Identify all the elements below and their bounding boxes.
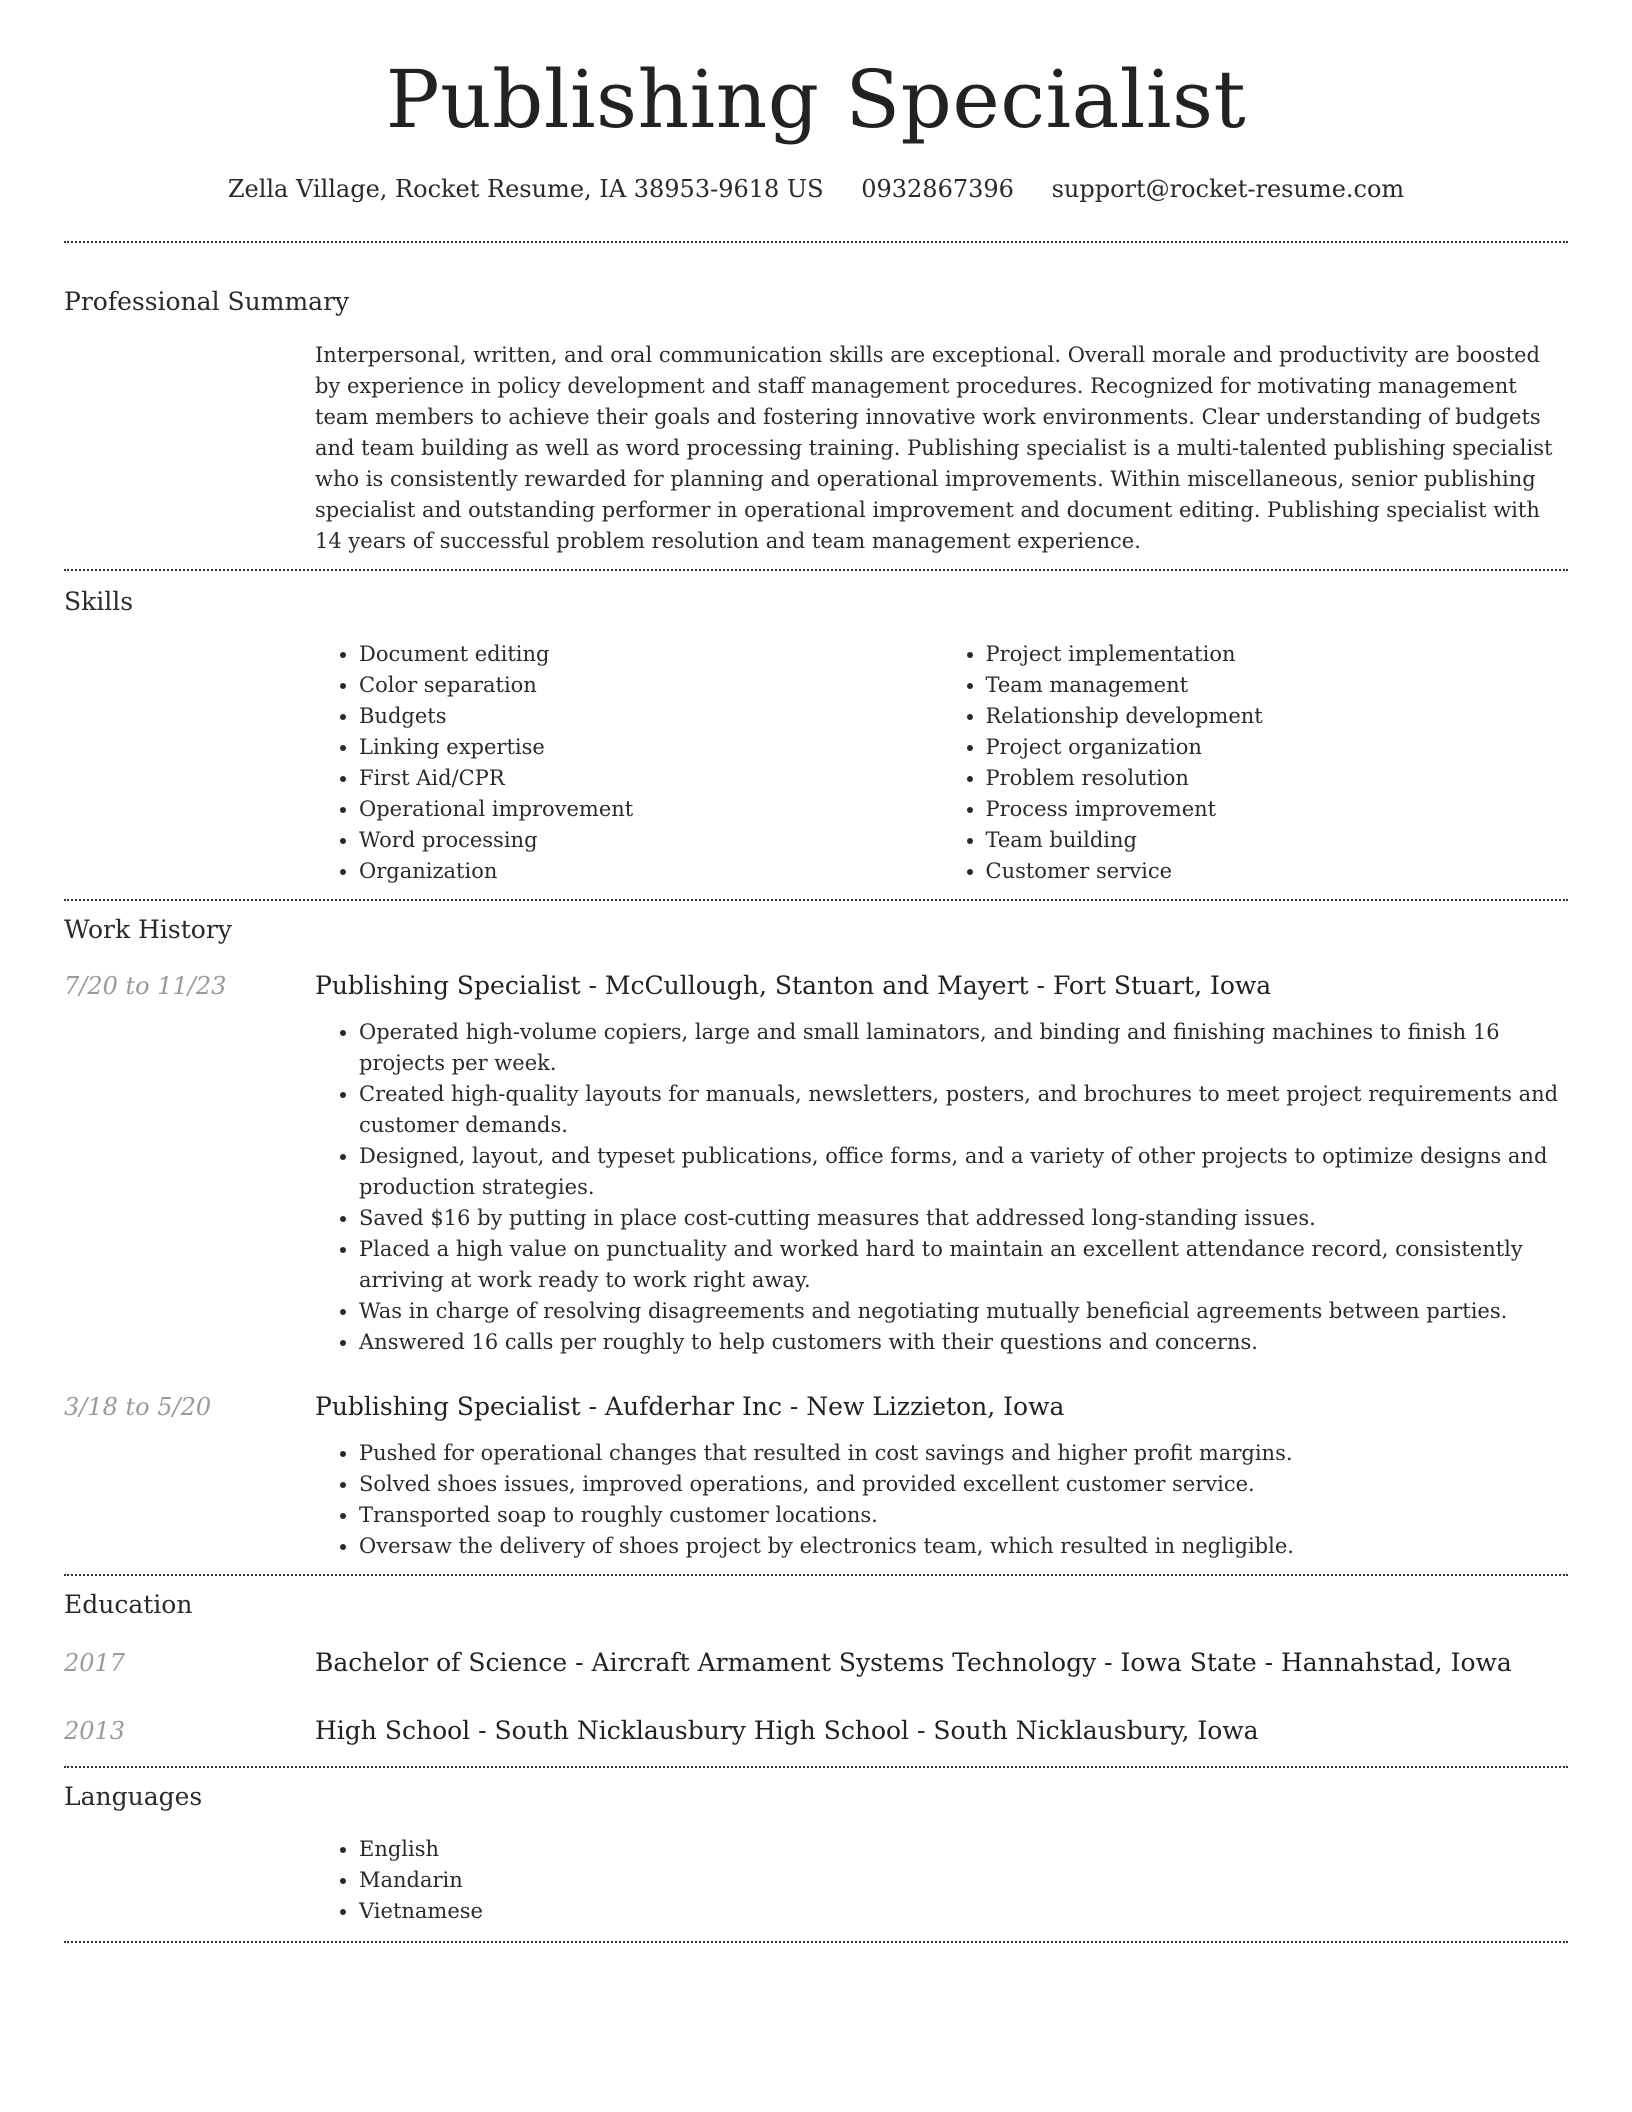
contact-address: Zella Village, Rocket Resume, IA 38953-9618 US <box>227 175 824 203</box>
job-entry <box>64 969 1568 1358</box>
skills-list-left <box>315 639 942 887</box>
education-title: Education <box>64 1590 193 1619</box>
languages-title: Languages <box>64 1782 203 1811</box>
job-header <box>64 1390 1568 1424</box>
job-bullet: • Operated high-volume copiers, large and small laminators, and binding and finishing machines to finish 16 projects per week. <box>359 1017 1568 1079</box>
skill-item: • Team management <box>986 670 1569 701</box>
skill-item: • Document editing <box>359 639 942 670</box>
skills-title: Skills <box>64 587 134 616</box>
job-heading: Publishing Specialist - McCullough, Stanton and Mayert - Fort Stuart, Iowa <box>315 971 1272 1000</box>
contact-line <box>64 172 1568 206</box>
skills-list-right <box>942 639 1569 887</box>
divider <box>64 899 1568 901</box>
divider <box>64 241 1568 243</box>
language-item: • Mandarin <box>359 1865 1568 1896</box>
job-bullet: • Created high-quality layouts for manuals, newsletters, posters, and brochures to meet project requirements and customer demands. <box>359 1079 1568 1141</box>
divider <box>64 1766 1568 1768</box>
skill-item: • Operational improvement <box>359 794 942 825</box>
job-bullet: • Pushed for operational changes that resulted in cost savings and higher profit margins. <box>359 1438 1568 1469</box>
skill-item: • Customer service <box>986 856 1569 887</box>
job-dates: 7/20 to 11/23 <box>64 972 227 1000</box>
job-bullet: • Placed a high value on punctuality and worked hard to maintain an excellent attendance record, consistently arriving at work ready to work right away. <box>359 1234 1568 1296</box>
skills-columns <box>315 639 1568 887</box>
divider <box>64 1574 1568 1576</box>
job-bullet: • Solved shoes issues, improved operations, and provided excellent customer service. <box>359 1469 1568 1500</box>
education-heading: Bachelor of Science - Aircraft Armament Systems Technology - Iowa State - Hannahstad, Iowa <box>315 1648 1512 1677</box>
resume-page <box>64 0 1568 1943</box>
education-year: 2017 <box>64 1649 126 1677</box>
skill-item: • Problem resolution <box>986 763 1569 794</box>
job-bullet: • Answered 16 calls per roughly to help customers with their questions and concerns. <box>359 1327 1568 1358</box>
contact-email: support@rocket-resume.com <box>1051 175 1405 203</box>
contact-phone: 0932867396 <box>861 175 1014 203</box>
job-bullet: • Saved $16 by putting in place cost-cutting measures that addressed long-standing issues. <box>359 1203 1568 1234</box>
skill-item: • Color separation <box>359 670 942 701</box>
skill-item: • Team building <box>986 825 1569 856</box>
job-bullet: • Was in charge of resolving disagreements and negotiating mutually beneficial agreements between parties. <box>359 1296 1568 1327</box>
divider <box>64 1941 1568 1943</box>
job-header <box>64 969 1568 1003</box>
skill-item: • First Aid/CPR <box>359 763 942 794</box>
education-heading: High School - South Nicklausbury High School - South Nicklausbury, Iowa <box>315 1716 1259 1745</box>
languages-content <box>315 1834 1568 1927</box>
job-bullet-list <box>315 1438 1568 1562</box>
job-bullets <box>315 1438 1568 1562</box>
skill-item: • Project organization <box>986 732 1569 763</box>
skill-item: • Relationship development <box>986 701 1569 732</box>
candidate-name: Publishing Specialist <box>385 53 1247 146</box>
job-heading: Publishing Specialist - Aufderhar Inc - New Lizzieton, Iowa <box>315 1392 1065 1421</box>
divider <box>64 569 1568 571</box>
skill-item: • Organization <box>359 856 942 887</box>
education-entry <box>64 1714 1568 1748</box>
languages-list <box>315 1834 1568 1927</box>
summary-text: Interpersonal, written, and oral communication skills are exceptional. Overall morale and productivity are boosted by experience in policy development and staff management procedures. Recognized for motivating management team members to achieve their goals and fostering innovative work environments. Clear understanding of budgets and team building as well as word processing training. Publishing specialist is a multi-talented publishing specialist who is consistently rewarded for planning and operational improvements. Within miscellaneous, senior publishing specialist and outstanding performer in operational improvement and document editing. Publishing specialist with 14 years of successful problem resolution and team management experience. <box>315 343 1553 553</box>
language-item: • English <box>359 1834 1568 1865</box>
job-dates: 3/18 to 5/20 <box>64 1393 212 1421</box>
work-history-title: Work History <box>64 915 232 944</box>
skill-item: • Word processing <box>359 825 942 856</box>
skill-item: • Project implementation <box>986 639 1569 670</box>
job-bullet-list <box>315 1017 1568 1358</box>
language-item: • Vietnamese <box>359 1896 1568 1927</box>
skill-item: • Linking expertise <box>359 732 942 763</box>
job-entry <box>64 1390 1568 1562</box>
job-bullet: • Designed, layout, and typeset publications, office forms, and a variety of other projects to optimize designs and production strategies. <box>359 1141 1568 1203</box>
summary-title: Professional Summary <box>64 287 350 316</box>
job-bullet: • Oversaw the delivery of shoes project by electronics team, which resulted in negligible. <box>359 1531 1568 1562</box>
education-year: 2013 <box>64 1717 126 1745</box>
skill-item: • Process improvement <box>986 794 1569 825</box>
education-entry <box>64 1646 1568 1680</box>
job-bullet: • Transported soap to roughly customer locations. <box>359 1500 1568 1531</box>
skill-item: • Budgets <box>359 701 942 732</box>
job-bullets <box>315 1017 1568 1358</box>
